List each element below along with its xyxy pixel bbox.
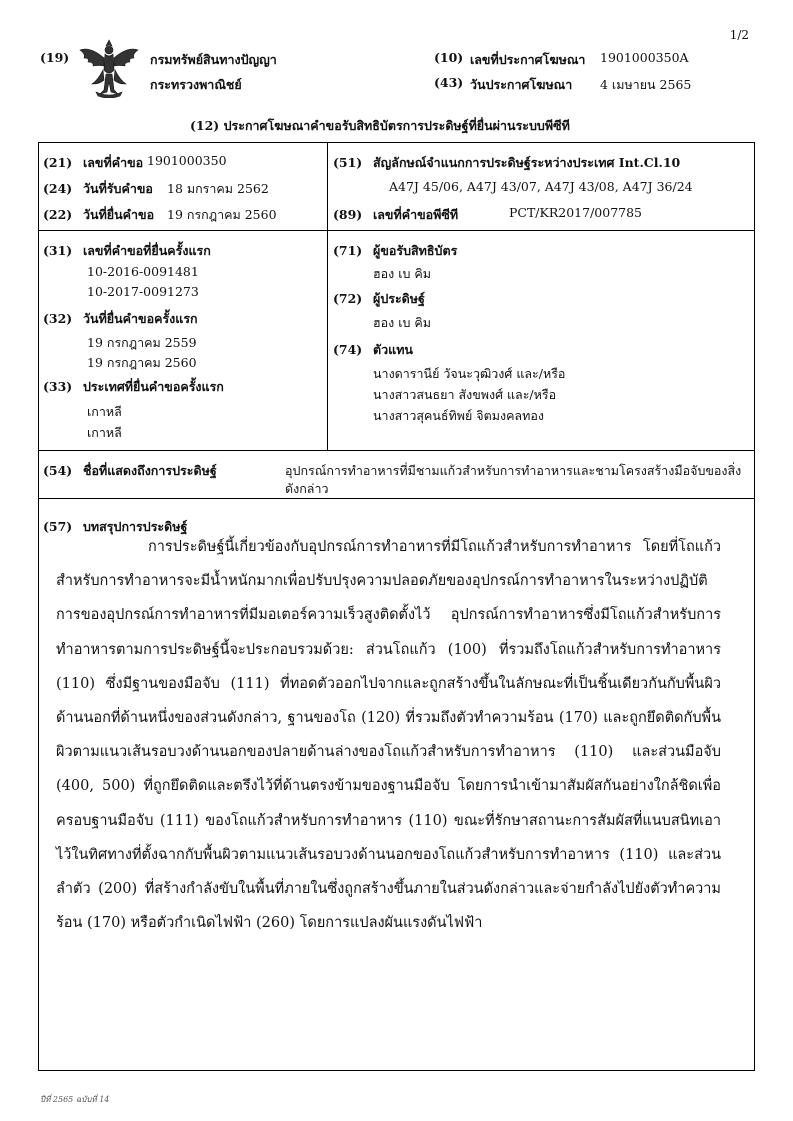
applicant-label: ผู้ขอรับสิทธิบัตร — [373, 243, 458, 258]
abstract-text — [56, 530, 721, 940]
agent-value: นางสาวสุคนธ์ทิพย์ จิตมงคลทอง — [373, 408, 544, 423]
title-code: (54) — [43, 463, 73, 478]
app-no-label: เลขที่คำขอ — [83, 155, 144, 170]
header-code-19: (19) — [40, 50, 70, 65]
pct-value: PCT/KR2017/007785 — [509, 205, 643, 220]
pub-no-value: 1901000350A — [600, 50, 689, 65]
document-title: (12) ประกาศโฆษณาคำขอรับสิทธิบัตรการประดิษฐ์ที่ยื่นผ่านระบบพีซีที — [190, 118, 570, 133]
abstract-paragraph: การประดิษฐ์นี้เกี่ยวข้องกับอุปกรณ์การทำอาหารที่มีโถแก้วสำหรับการทำอาหาร โดยที่โถแก้วสำหรับการทำอาหารจะมีน้ำหนักมากเพื่อปรับปรุงความปลอดภัยของอุปกรณ์การทำอาหารในระหว่างปฏิบัติการของอุปกรณ์การทำอาหารที่มีมอเตอร์ความเร็วสูงติดตั้งไว้ อุปกรณ์การทำอาหารซึ่งมีโถแก้วสำหรับการทำอาหารตามการประดิษฐ์นี้จะประกอบรวมด้วย: ส่วนโถแก้ว (100) ที่รวมถึงโถแก้วสำหรับการทำอาหาร (110) ซึ่งมีฐานของมือจับ (111) ที่ทอดตัวออกไปจากและถูกสร้างขึ้นในลักษณะที่เป็นชิ้นเดียวกันกับพื้นผิวด้านนอกที่ด้านหนึ่งของส่วนดังกล่าว, ฐานของโถ (120) ที่รวมถึงตัวทำความร้อน (170) และถูกยึดติดกับพื้นผิวตามแนวเส้นรอบวงด้านนอกของปลายด้านล่างของโถแก้วสำหรับการทำอาหาร (110) และส่วนมือจับ (400, 500) ที่ถูกยึดติดและตรึงไว้ที่ด้านตรงข้ามของฐานมือจับ โดยการนำเข้ามาสัมผัสกันอย่างใกล้ชิดเพื่อครอบฐานมือจับ (111) ของโถแก้วสำหรับการทำอาหาร (110) ขณะที่รักษาสถานะการสัมผัสที่แนบสนิทเอาไว้ในทิศทางที่ตั้งฉากกับพื้นผิวตามแนวเส้นรอบวงด้านนอกของโถแก้วสำหรับการทำอาหาร (110) และส่วนลำตัว (200) ที่สร้างกำลังขับในพื้นที่ภายในซึ่งถูกสร้างขึ้นภายในส่วนดังกล่าวและจ่ายกำลังไปยังตัวทำความร้อน (170) หรือตัวกำเนิดไฟฟ้า (260) โดยการแปลงผันแรงดันไฟฟ้า — [56, 539, 721, 932]
org-name: กรมทรัพย์สินทางปัญญา — [150, 52, 277, 67]
receive-code: (24) — [43, 181, 73, 196]
divider-2 — [39, 450, 754, 451]
ministry-name: กระทรวงพาณิชย์ — [150, 77, 242, 92]
invention-title-line1: อุปกรณ์การทำอาหารที่มีชามแก้วสำหรับการทำอาหารและชามโครงสร้างมือจับของสิ่ง — [285, 463, 742, 478]
footer-issue: ปีที่ 2565 ฉบับที่ 14 — [40, 1095, 110, 1104]
inventor-code: (72) — [333, 291, 363, 306]
applicant-code: (71) — [333, 243, 363, 258]
ipc-value: A47J 45/06, A47J 43/07, A47J 43/08, A47J 36/24 — [389, 179, 693, 194]
pub-no-code: (10) — [434, 50, 464, 65]
filing-label: วันที่ยื่นคำขอ — [83, 207, 155, 222]
pct-code: (89) — [333, 207, 363, 222]
prio-date-value: 19 กรกฎาคม 2559 — [87, 335, 197, 350]
prio-country-label: ประเทศที่ยื่นคำขอครั้งแรก — [83, 379, 224, 394]
prio-no-value: 10-2017-0091273 — [87, 284, 199, 299]
receive-value: 18 มกราคม 2562 — [167, 181, 269, 196]
pct-label: เลขที่คำขอพีซีที — [373, 207, 459, 222]
filing-code: (22) — [43, 207, 73, 222]
prio-date-code: (32) — [43, 311, 73, 326]
inventor-value: ฮอง เบ คิม — [373, 315, 431, 330]
app-no-code: (21) — [43, 155, 73, 170]
inventor-label: ผู้ประดิษฐ์ — [373, 291, 425, 306]
prio-no-code: (31) — [43, 243, 73, 258]
agent-value: นางสาวสนธยา สังขพงศ์ และ/หรือ — [373, 387, 557, 402]
title-label: ชื่อที่แสดงถึงการประดิษฐ์ — [83, 463, 217, 478]
pub-date-value: 4 เมษายน 2565 — [600, 77, 692, 92]
pub-no-label: เลขที่ประกาศโฆษณา — [470, 52, 586, 67]
prio-date-label: วันที่ยื่นคำขอครั้งแรก — [83, 311, 198, 326]
prio-country-value: เกาหลี — [87, 404, 122, 419]
app-no-value: 1901000350 — [147, 153, 227, 168]
invention-title-line2: ดังกล่าว — [285, 481, 329, 496]
agent-code: (74) — [333, 342, 363, 357]
pub-date-label: วันประกาศโฆษณา — [470, 77, 573, 92]
receive-label: วันที่รับคำขอ — [83, 181, 153, 196]
abstract-label: บทสรุปการประดิษฐ์ — [83, 519, 188, 534]
ipc-code: (51) — [333, 155, 363, 170]
divider-1 — [39, 230, 754, 231]
ipc-label: สัญลักษณ์จำแนกการประดิษฐ์ระหว่างประเทศ Int.Cl.10 — [373, 155, 681, 170]
prio-country-code: (33) — [43, 379, 73, 394]
agent-label: ตัวแทน — [373, 342, 413, 357]
page-number: 1/2 — [729, 28, 749, 42]
filing-value: 19 กรกฎาคม 2560 — [167, 207, 277, 222]
prio-no-value: 10-2016-0091481 — [87, 264, 199, 279]
garuda-emblem-icon — [76, 36, 142, 98]
column-divider — [327, 143, 328, 450]
pub-date-code: (43) — [434, 75, 464, 90]
divider-3 — [39, 498, 754, 499]
prio-country-value: เกาหลี — [87, 425, 122, 440]
agent-value: นางดารานีย์ วัจนะวุฒิวงศ์ และ/หรือ — [373, 366, 566, 381]
prio-no-label: เลขที่คำขอที่ยื่นครั้งแรก — [83, 243, 211, 258]
applicant-value: ฮอง เบ คิม — [373, 266, 431, 281]
abstract-code: (57) — [43, 519, 73, 534]
prio-date-value: 19 กรกฎาคม 2560 — [87, 355, 197, 370]
